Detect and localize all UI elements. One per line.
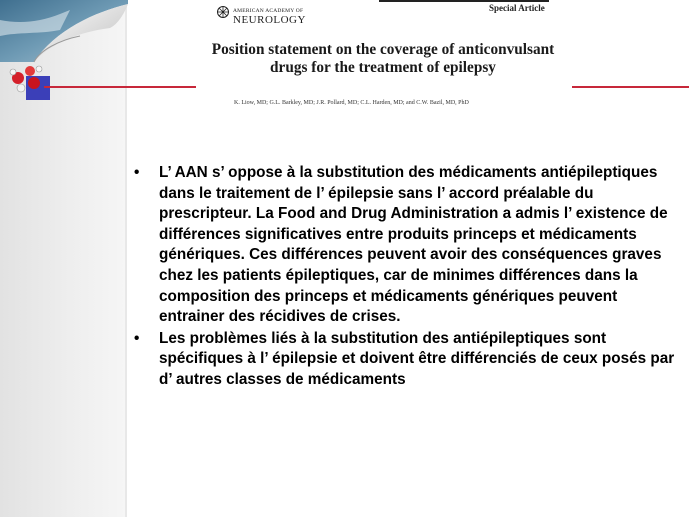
red-rule-left [44, 86, 196, 88]
bullet-text-2: Les problèmes liés à la substitution des antiépileptiques sont spécifiques à l’ épilepsie et doivent être différenciés de ceux posés par d’ autres classes de médicaments [159, 329, 675, 388]
section-label: Special Article [489, 3, 545, 13]
aan-name-small: AMERICAN ACADEMY OF [233, 8, 304, 14]
bullet-item-2 [130, 329, 678, 391]
aan-emblem-icon [216, 5, 230, 19]
red-molecule-blue-cube-icon [6, 62, 52, 102]
article-authors: K. Liow, MD; G.L. Barkley, MD; J.R. Pollard, MD; C.L. Harden, MD; and C.W. Bazil, MD, PhD [234, 100, 469, 106]
aan-name-large: NEUROLOGY [233, 14, 306, 26]
bullet-glyph: • [134, 164, 140, 181]
bullet-glyph: • [134, 329, 140, 347]
red-rule-right [572, 86, 689, 88]
header-top-bar [379, 0, 549, 2]
bullet-text-1: L’ AAN s’ oppose à la substitution des médicaments antiépileptiques dans le traitement de l’ épilepsie sans l’ accord préalable du prescripteur. La Food and Drug Administration a admis l’ existence de différences significatives entre produits princeps et médicaments génériques. Ces différences peuvent avoir des conséquences graves chez les patients épileptiques, car de minimes différences dans la composition des princeps et médicaments génériques peuvent entrainer des récidives de crises. [159, 164, 668, 326]
bullet-list [130, 163, 678, 392]
bullet-item-1 [130, 163, 678, 328]
article-title: Position statement on the coverage of anticonvulsant drugs for the treatment of epilepsy [211, 41, 555, 76]
